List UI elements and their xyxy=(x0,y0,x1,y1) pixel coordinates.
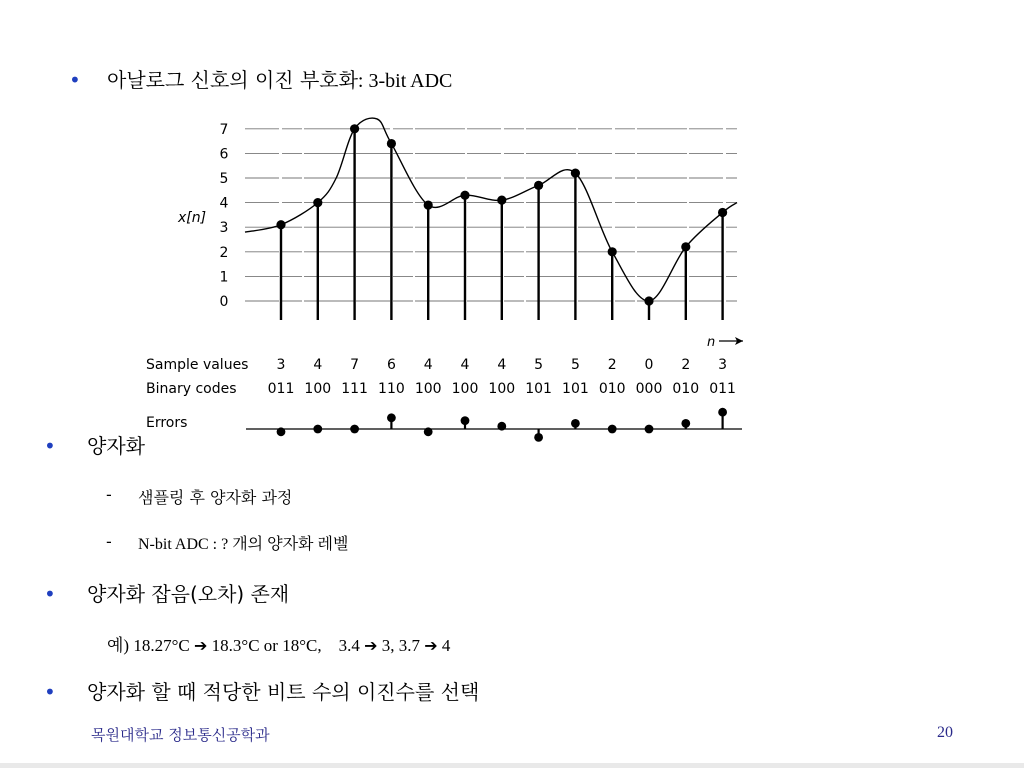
y-tick-label: 6 xyxy=(219,146,229,163)
y-tick-label: 7 xyxy=(219,121,229,138)
sample-point xyxy=(350,124,359,133)
sample-point xyxy=(608,247,617,256)
y-tick-label: 4 xyxy=(219,195,229,212)
binary-code: 011 xyxy=(709,381,736,397)
adc-figure xyxy=(140,108,750,448)
sample-value: 4 xyxy=(313,357,323,373)
sample-point xyxy=(497,196,506,205)
binary-code: 100 xyxy=(488,381,516,397)
sample-values-label: Sample values xyxy=(146,357,249,373)
title-bullet: • xyxy=(69,68,81,92)
error-point xyxy=(461,416,470,425)
sample-point xyxy=(534,181,543,190)
arrow-icon: ➔ xyxy=(424,636,438,655)
sample-value: 6 xyxy=(386,357,396,373)
error-point xyxy=(424,427,433,436)
error-point xyxy=(350,425,359,434)
example-part4: 3, 3.7 xyxy=(381,636,420,655)
binary-code: 000 xyxy=(635,381,663,397)
sample-value: 4 xyxy=(460,357,470,373)
error-point xyxy=(718,408,727,417)
sub-item-1-dash: - xyxy=(106,485,112,504)
sample-value: 3 xyxy=(718,357,728,373)
sample-value: 5 xyxy=(534,357,544,373)
sample-point xyxy=(681,242,690,251)
sample-value: 4 xyxy=(497,357,507,373)
example-part1: 18.27°C xyxy=(133,636,190,655)
binary-code: 111 xyxy=(341,381,368,397)
bullet-bits-text: 양자화 할 때 적당한 비트 수의 이진수를 선택 xyxy=(87,680,480,704)
sample-value: 5 xyxy=(570,357,580,373)
binary-code: 010 xyxy=(672,381,700,397)
y-axis-label: x[n] xyxy=(178,210,207,226)
binary-code: 100 xyxy=(414,381,442,397)
bullet-noise-text: 양자화 잡음(오차) 존재 xyxy=(87,582,290,606)
sub-item-2-text: N-bit ADC : ? 개의 양자화 레벨 xyxy=(138,536,349,553)
bullet-noise: • xyxy=(44,582,56,606)
binary-code: 100 xyxy=(304,381,332,397)
sample-point xyxy=(313,198,322,207)
sample-point xyxy=(460,191,469,200)
binary-codes-label: Binary codes xyxy=(146,381,237,397)
error-point xyxy=(313,425,322,434)
sample-point xyxy=(571,168,580,177)
sub-item-1-text: 샘플링 후 양자화 과정 xyxy=(138,488,293,507)
example-part5: 4 xyxy=(441,636,451,655)
error-point xyxy=(387,413,396,422)
y-tick-labels xyxy=(220,122,229,310)
example-part3: 3.4 xyxy=(338,636,360,655)
code-table xyxy=(268,357,736,397)
binary-code: 101 xyxy=(525,381,552,397)
sample-value: 2 xyxy=(607,357,617,373)
error-point xyxy=(534,433,543,442)
n-axis-label: n xyxy=(707,335,716,350)
y-tick-label: 2 xyxy=(219,244,229,261)
slide-title xyxy=(107,64,452,93)
page-number: 20 xyxy=(937,724,953,741)
sample-point xyxy=(718,208,727,217)
error-point xyxy=(608,425,617,434)
error-point xyxy=(571,419,580,428)
arrow-icon: ➔ xyxy=(193,636,208,655)
sample-point xyxy=(424,200,433,209)
error-stems xyxy=(277,408,727,442)
example-part2: 18.3°C or 18°C, xyxy=(211,636,322,655)
error-point xyxy=(645,425,654,434)
bottom-rule xyxy=(0,763,1024,768)
error-point xyxy=(681,419,690,428)
binary-code: 100 xyxy=(451,381,479,397)
error-point xyxy=(497,422,506,431)
y-tick-label: 5 xyxy=(219,171,229,187)
error-point xyxy=(277,427,286,436)
binary-code: 010 xyxy=(598,381,626,397)
y-tick-label: 0 xyxy=(219,294,229,310)
example-prefix: 예) xyxy=(107,636,130,655)
sample-value: 4 xyxy=(423,357,433,373)
binary-code: 011 xyxy=(267,381,295,397)
errors-label: Errors xyxy=(146,415,188,431)
title-suffix: : 3-bit ADC xyxy=(357,70,453,92)
sample-point xyxy=(387,139,396,148)
arrow-icon: ➔ xyxy=(364,636,378,655)
sample-value: 2 xyxy=(681,357,691,373)
binary-code: 110 xyxy=(378,381,405,397)
example-line xyxy=(107,631,450,656)
bullet-bits: • xyxy=(44,680,56,704)
y-tick-label: 3 xyxy=(219,220,229,237)
sample-point xyxy=(276,220,285,229)
bullet-quantization: • xyxy=(44,434,56,458)
sample-value: 7 xyxy=(350,357,360,373)
title-korean: 아날로그 신호의 이진 부호화 xyxy=(107,68,358,92)
binary-code: 101 xyxy=(562,381,589,397)
y-tick-label: 1 xyxy=(219,269,229,286)
bullet-quantization-text: 양자화 xyxy=(87,434,145,458)
sample-value: 3 xyxy=(276,357,286,373)
sample-point xyxy=(644,296,653,305)
sub-item-2-dash: - xyxy=(106,532,112,551)
sample-value: 0 xyxy=(644,357,654,373)
footer-department: 목원대학교 정보통신공학과 xyxy=(91,726,270,744)
